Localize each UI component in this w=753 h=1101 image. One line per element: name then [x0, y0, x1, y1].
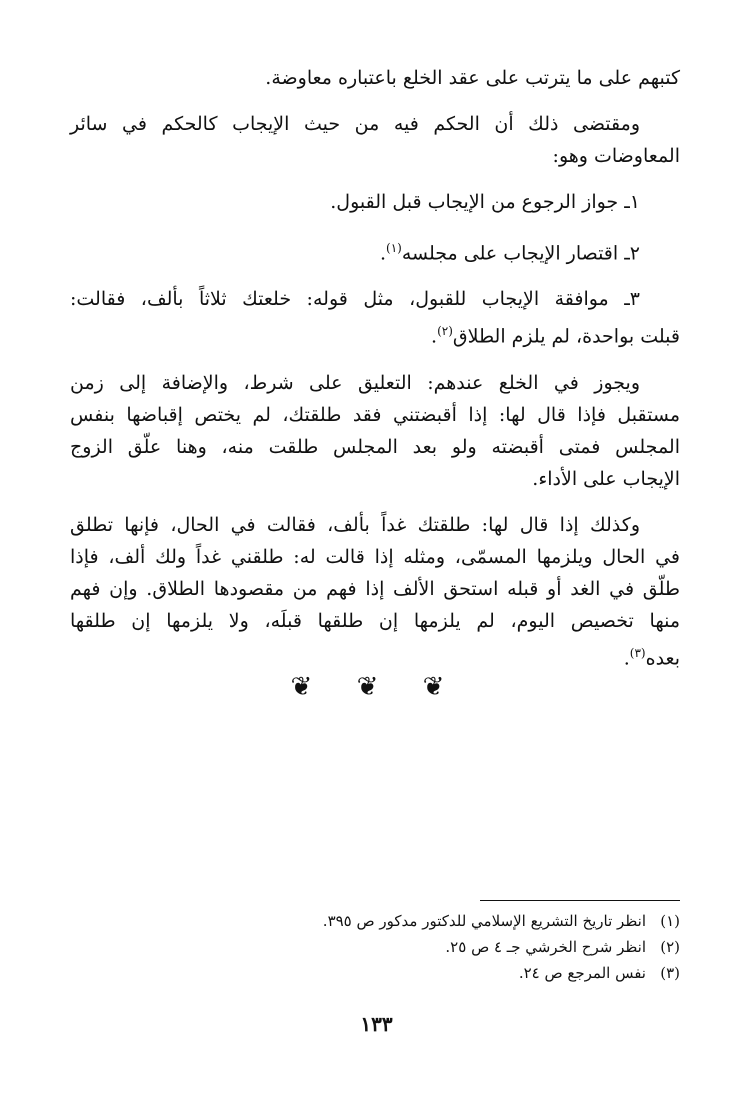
- footnote-number: (٣): [660, 964, 680, 982]
- text-line: كتبهم على ما يترتب على عقد الخلع باعتباره معاوضة.: [265, 67, 680, 89]
- item-end: .: [623, 646, 630, 669]
- paragraph-2: [70, 108, 680, 172]
- footnote-divider: [480, 900, 680, 901]
- footnote-ref[interactable]: (٣): [629, 645, 646, 660]
- text-line: الإيجاب على الأداء.: [532, 467, 680, 490]
- footnote-ref[interactable]: (١): [386, 241, 402, 255]
- main-text: [70, 62, 680, 688]
- footnotes: [80, 908, 680, 986]
- footnote-number: (١): [660, 912, 680, 930]
- text-line: [70, 637, 680, 674]
- item-text: قبلت بواحدة، لم يلزم الطلاق: [452, 325, 680, 348]
- text-line: ٣ـ موافقة الإيجاب للقبول، مثل قوله: خلعتك ثلاثاً بألف، فقالت:: [70, 288, 640, 311]
- list-item-3: [70, 283, 680, 352]
- text-line: منها تخصيص اليوم، لم يلزمها إن طلقها قبلَه، ولا يلزمها إن طلقها: [70, 609, 680, 632]
- footnote-text: نفس المرجع ص ٢٤.: [518, 964, 646, 982]
- item-end: .: [431, 325, 438, 348]
- item-end: .: [379, 242, 387, 265]
- page-number: ١٣٣: [360, 1012, 393, 1036]
- text-line: مستقبل فإذا قال لها: إذا أقبضتني فقد طلقتك، لم يختص إقباضها بنفس: [70, 403, 680, 426]
- footnote-number: (٢): [660, 938, 680, 956]
- text-line: المجلس فمتى أقبضته ولو بعد المجلس طلقت منه، وهنا علّق الزوج: [70, 435, 680, 458]
- paragraph-3: [70, 367, 680, 495]
- paragraph-4: [70, 509, 680, 674]
- footnote-text: انظر شرح الخرشي جـ ٤ ص ٢٥.: [445, 938, 646, 956]
- text-line: طلّق في الغد أو قبله استحق الألف إذا فهم من مقصودها الطلاق. وإن فهم: [70, 577, 680, 600]
- footnote-text: انظر تاريخ التشريع الإسلامي للدكتور مدكور ص ٣٩٥.: [322, 912, 646, 930]
- footnote-item: [80, 960, 680, 986]
- text-line: [70, 315, 680, 352]
- footnote-ref[interactable]: (٢): [437, 324, 453, 339]
- text-line: ومقتضى ذلك أن الحكم فيه من حيث الإيجاب كالحكم في سائر: [70, 113, 640, 135]
- text-line: ١ـ جواز الرجوع من الإيجاب قبل القبول.: [330, 191, 640, 213]
- floral-ornament-icon: ❦ ❦ ❦: [290, 672, 463, 702]
- paragraph-1: [70, 62, 680, 94]
- list-item-2: [70, 232, 680, 269]
- text-line: [70, 232, 680, 269]
- text-line: في الحال ويلزمها المسمّى، ومثله إذا قالت له: طلقني غداً ولك ألف، فإذا: [70, 545, 680, 568]
- list-item-1: [70, 186, 680, 218]
- item-text: بعده: [645, 646, 680, 669]
- item-text: ٢ـ اقتصار الإيجاب على مجلسه: [401, 242, 640, 265]
- text-line: ويجوز في الخلع عندهم: التعليق على شرط، والإضافة إلى زمن: [70, 371, 640, 394]
- footnote-item: [80, 908, 680, 934]
- text-line: المعاوضات وهو:: [552, 145, 680, 167]
- footnote-item: [80, 934, 680, 960]
- text-line: وكذلك إذا قال لها: طلقتك غداً بألف، فقالت في الحال، فإنها تطلق: [70, 513, 640, 536]
